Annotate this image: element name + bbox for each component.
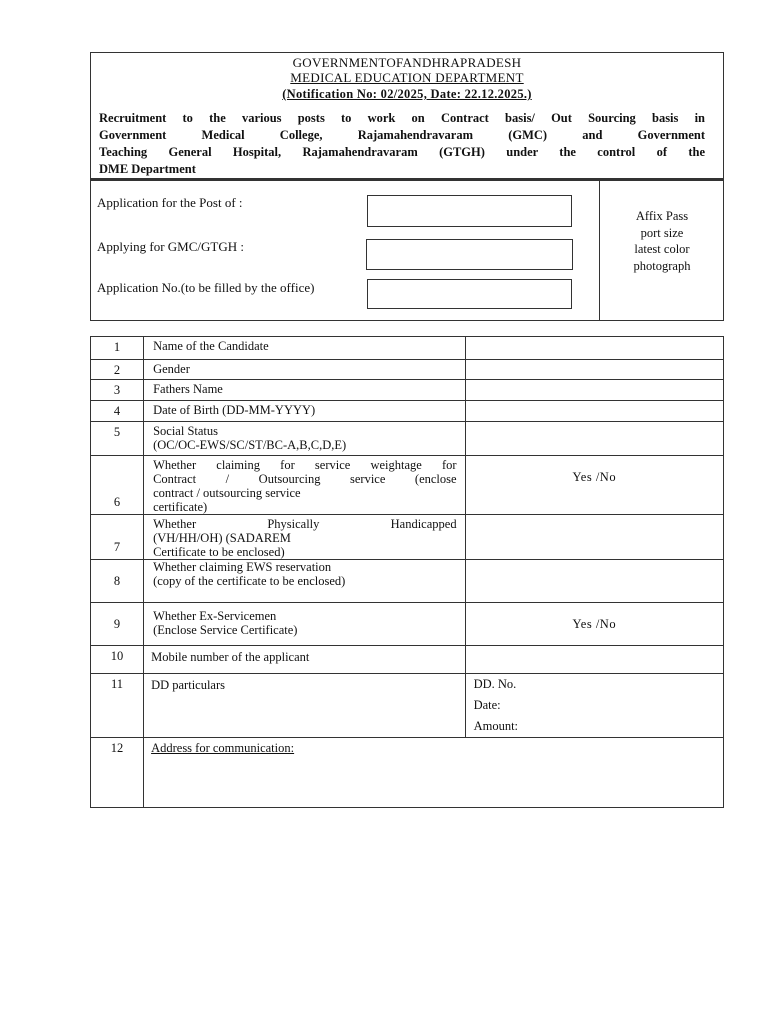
row-number: 1 [91, 337, 144, 360]
field-label-line: (copy of the certificate to be enclosed) [153, 574, 346, 588]
field-label: Mobile number of the applicant [144, 646, 466, 674]
table-row [91, 646, 724, 674]
row-number: 3 [91, 380, 144, 401]
table-row [91, 422, 724, 456]
table-row [91, 674, 724, 738]
row-number: 10 [91, 646, 144, 674]
table-row [91, 401, 724, 422]
fathers-name-input[interactable] [465, 380, 723, 401]
gmc-gtgh-label: Applying for GMC/GTGH : [97, 239, 244, 254]
field-label [144, 422, 466, 456]
field-label-line: contract / outsourcing service [153, 486, 301, 500]
description-line: DME Department [99, 162, 196, 176]
recruitment-description [99, 110, 705, 178]
field-label: Gender [144, 360, 466, 380]
description-line: Government Medical College, Rajamahendravaram (GMC) and Government [99, 128, 705, 142]
field-label-line: (OC/OC-EWS/SC/ST/BC-A,B,C,D,E) [153, 438, 347, 452]
row-number: 6 [91, 456, 144, 515]
row-number: 11 [91, 674, 144, 738]
application-number-label: Application No.(to be filled by the office) [97, 280, 315, 295]
field-label-line: (Enclose Service Certificate) [153, 623, 298, 637]
photo-box[interactable] [599, 208, 725, 274]
department-title: MEDICAL EDUCATION DEPARTMENT [290, 70, 524, 85]
address-field[interactable] [144, 738, 724, 808]
date-of-birth-input[interactable] [465, 401, 723, 422]
field-label [144, 560, 466, 603]
field-label: DD particulars [144, 674, 466, 738]
candidate-name-input[interactable] [465, 337, 723, 360]
table-row [91, 738, 724, 808]
row-number: 7 [91, 515, 144, 560]
mobile-number-input[interactable] [465, 646, 723, 674]
service-weightage-yes-no[interactable]: Yes /No [465, 456, 723, 515]
ex-servicemen-yes-no[interactable]: Yes /No [465, 603, 723, 646]
government-title: GOVERNMENTOFANDHRAPRADESH [292, 55, 522, 70]
post-label: Application for the Post of : [97, 195, 243, 210]
field-label-line: Contract / Outsourcing service (enclose [153, 472, 457, 486]
field-label [144, 515, 466, 560]
field-label [144, 456, 466, 515]
physically-handicapped-input[interactable] [465, 515, 723, 560]
field-label-line: Whether Physically Handicapped [153, 517, 457, 531]
field-label-line: Whether claiming for service weightage for [153, 458, 457, 472]
photo-instruction: Affix Pass [635, 209, 689, 223]
application-number-input[interactable] [367, 279, 572, 309]
table-row [91, 603, 724, 646]
row-number: 12 [91, 738, 144, 808]
dd-amount-label: Amount: [473, 719, 519, 733]
field-label: Fathers Name [144, 380, 466, 401]
table-row [91, 515, 724, 560]
table-row [91, 337, 724, 360]
application-section [90, 179, 724, 321]
table-row [91, 456, 724, 515]
notification-number: (Notification No: 02/2025, Date: 22.12.2025.) [282, 87, 532, 101]
table-row [91, 360, 724, 380]
post-input[interactable] [367, 195, 572, 227]
row-number: 2 [91, 360, 144, 380]
field-label-line: Social Status [153, 424, 219, 438]
field-label-line: Whether claiming EWS reservation [153, 560, 332, 574]
gender-input[interactable] [465, 360, 723, 380]
ews-reservation-input[interactable] [465, 560, 723, 603]
description-line: Teaching General Hospital, Rajamahendravaram (GTGH) under the control of the [99, 145, 705, 159]
photo-instruction: photograph [633, 258, 691, 273]
row-number: 5 [91, 422, 144, 456]
row-number: 8 [91, 560, 144, 603]
field-label: Name of the Candidate [144, 337, 466, 360]
description-line: Recruitment to the various posts to work on Contract basis/ Out Sourcing basis in [99, 111, 705, 125]
gmc-gtgh-input[interactable] [366, 239, 573, 270]
field-label [144, 603, 466, 646]
dd-date-label: Date: [473, 698, 501, 712]
field-label-line: (VH/HH/OH) (SADAREM [153, 531, 291, 545]
dd-particulars-box[interactable] [465, 674, 723, 738]
row-number: 4 [91, 401, 144, 422]
field-label-line: Certificate to be enclosed) [153, 545, 285, 559]
field-label-line: certificate) [153, 500, 208, 514]
table-row [91, 380, 724, 401]
form-header [90, 52, 724, 179]
photo-instruction: latest color [634, 242, 690, 256]
field-label-line: Whether Ex-Servicemen [153, 609, 277, 623]
field-label: Date of Birth (DD-MM-YYYY) [144, 401, 466, 422]
row-number: 9 [91, 603, 144, 646]
candidate-details-table [90, 336, 724, 808]
social-status-input[interactable] [465, 422, 723, 456]
photo-instruction: port size [640, 225, 684, 240]
dd-number-label: DD. No. [473, 677, 517, 691]
field-label: Address for communication: [151, 741, 295, 755]
table-row [91, 560, 724, 603]
